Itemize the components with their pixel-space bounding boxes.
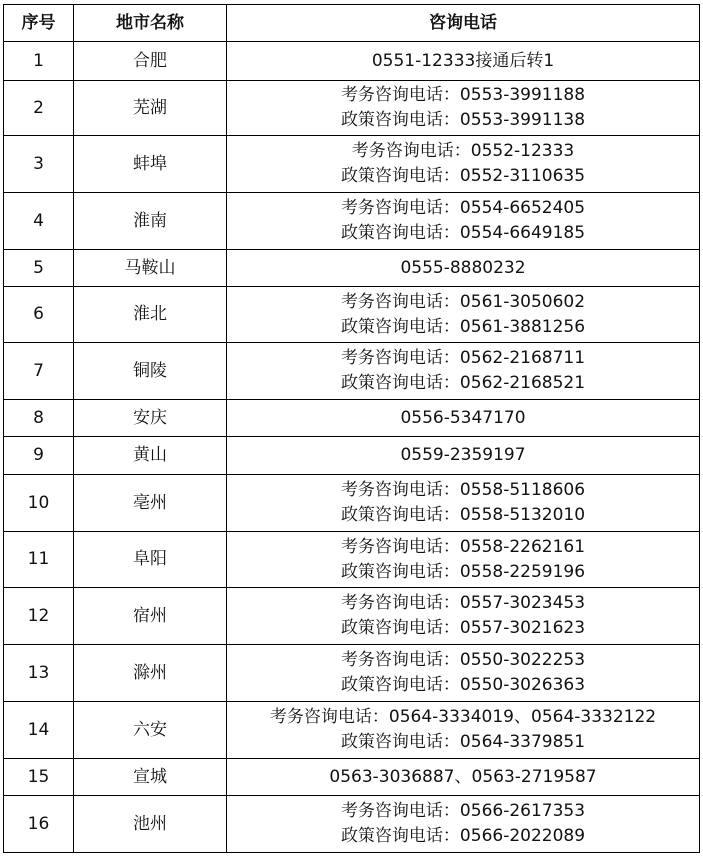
row-phone <box>227 759 700 796</box>
phone-line: 考务咨询电话：0550-3022253 <box>340 650 586 670</box>
row-seq: 11 <box>4 532 74 588</box>
table-row <box>4 193 700 250</box>
table-row <box>4 400 700 437</box>
phone-line: 0563-3036887、0563-2719587 <box>329 766 597 787</box>
row-phone <box>227 287 700 343</box>
row-city: 黄山 <box>74 437 227 475</box>
table-row <box>4 645 700 702</box>
table-body <box>4 42 700 853</box>
phone-line: 考务咨询电话：0562-2168711 <box>340 348 586 368</box>
header-phone: 咨询电话 <box>227 5 700 42</box>
phone-line: 0556-5347170 <box>400 407 526 428</box>
phone-line: 0551-12333接通后转1 <box>371 50 555 71</box>
table-row <box>4 81 700 136</box>
row-phone <box>227 532 700 588</box>
row-seq: 2 <box>4 81 74 136</box>
row-city: 池州 <box>74 796 227 853</box>
row-seq: 16 <box>4 796 74 853</box>
phone-line: 政策咨询电话：0562-2168521 <box>340 373 586 393</box>
row-phone <box>227 645 700 702</box>
row-phone <box>227 136 700 193</box>
row-city: 铜陵 <box>74 343 227 400</box>
phone-line: 0559-2359197 <box>400 445 526 465</box>
phone-line: 政策咨询电话：0553-3991138 <box>340 110 586 130</box>
row-phone <box>227 42 700 81</box>
table-row <box>4 136 700 193</box>
row-phone <box>227 250 700 287</box>
row-city: 六安 <box>74 702 227 759</box>
row-seq: 13 <box>4 645 74 702</box>
row-seq: 4 <box>4 193 74 250</box>
row-seq: 5 <box>4 250 74 287</box>
phone-line: 政策咨询电话：0558-2259196 <box>340 561 586 582</box>
table-row <box>4 343 700 400</box>
row-city: 合肥 <box>74 42 227 81</box>
phone-line: 考务咨询电话：0558-5118606 <box>340 480 586 500</box>
row-city: 淮南 <box>74 193 227 250</box>
table-row <box>4 759 700 796</box>
row-phone <box>227 193 700 250</box>
phone-line: 政策咨询电话：0552-3110635 <box>340 166 586 186</box>
table-header <box>4 5 700 42</box>
row-seq: 7 <box>4 343 74 400</box>
row-seq: 8 <box>4 400 74 437</box>
row-city: 阜阳 <box>74 532 227 588</box>
row-city: 滁州 <box>74 645 227 702</box>
row-city: 宿州 <box>74 588 227 645</box>
row-phone <box>227 437 700 475</box>
phone-line: 政策咨询电话：0554-6649185 <box>340 223 586 243</box>
phone-line: 考务咨询电话：0552-12333 <box>351 141 575 161</box>
phone-line: 考务咨询电话：0558-2262161 <box>340 536 586 557</box>
row-phone <box>227 588 700 645</box>
row-seq: 9 <box>4 437 74 475</box>
row-seq: 3 <box>4 136 74 193</box>
header-seq: 序号 <box>4 5 74 42</box>
row-seq: 15 <box>4 759 74 796</box>
table-row <box>4 250 700 287</box>
row-city: 宣城 <box>74 759 227 796</box>
phone-line: 政策咨询电话：0564-3379851 <box>340 732 586 752</box>
table-row <box>4 702 700 759</box>
row-city: 淮北 <box>74 287 227 343</box>
row-seq: 6 <box>4 287 74 343</box>
row-seq: 14 <box>4 702 74 759</box>
phone-line: 0555-8880232 <box>400 257 526 278</box>
phone-line: 考务咨询电话：0564-3334019、0564-3332122 <box>269 707 657 727</box>
row-phone <box>227 702 700 759</box>
phone-line: 考务咨询电话：0553-3991188 <box>340 85 586 105</box>
row-city: 亳州 <box>74 475 227 532</box>
table-row <box>4 42 700 81</box>
phone-line: 政策咨询电话：0557-3021623 <box>340 618 586 638</box>
row-phone <box>227 400 700 437</box>
row-phone <box>227 475 700 532</box>
row-phone <box>227 796 700 853</box>
phone-line: 政策咨询电话：0566-2022089 <box>340 826 586 846</box>
table-row <box>4 532 700 588</box>
row-city: 芜湖 <box>74 81 227 136</box>
header-city: 地市名称 <box>74 5 227 42</box>
row-seq: 12 <box>4 588 74 645</box>
row-phone <box>227 343 700 400</box>
row-city: 安庆 <box>74 400 227 437</box>
table-row <box>4 588 700 645</box>
phone-line: 考务咨询电话：0566-2617353 <box>340 801 586 821</box>
row-city: 马鞍山 <box>74 250 227 287</box>
phone-line: 政策咨询电话：0558-5132010 <box>340 505 586 525</box>
row-seq: 10 <box>4 475 74 532</box>
contact-table <box>3 4 700 853</box>
row-seq: 1 <box>4 42 74 81</box>
table-row <box>4 437 700 475</box>
phone-line: 考务咨询电话：0557-3023453 <box>340 593 586 613</box>
phone-line: 考务咨询电话：0561-3050602 <box>340 291 586 312</box>
table-row <box>4 475 700 532</box>
header-row <box>4 5 700 42</box>
phone-line: 政策咨询电话：0561-3881256 <box>340 316 586 337</box>
phone-line: 考务咨询电话：0554-6652405 <box>340 198 586 218</box>
row-city: 蚌埠 <box>74 136 227 193</box>
table-row <box>4 287 700 343</box>
phone-line: 政策咨询电话：0550-3026363 <box>340 675 586 695</box>
table-row <box>4 796 700 853</box>
row-phone <box>227 81 700 136</box>
